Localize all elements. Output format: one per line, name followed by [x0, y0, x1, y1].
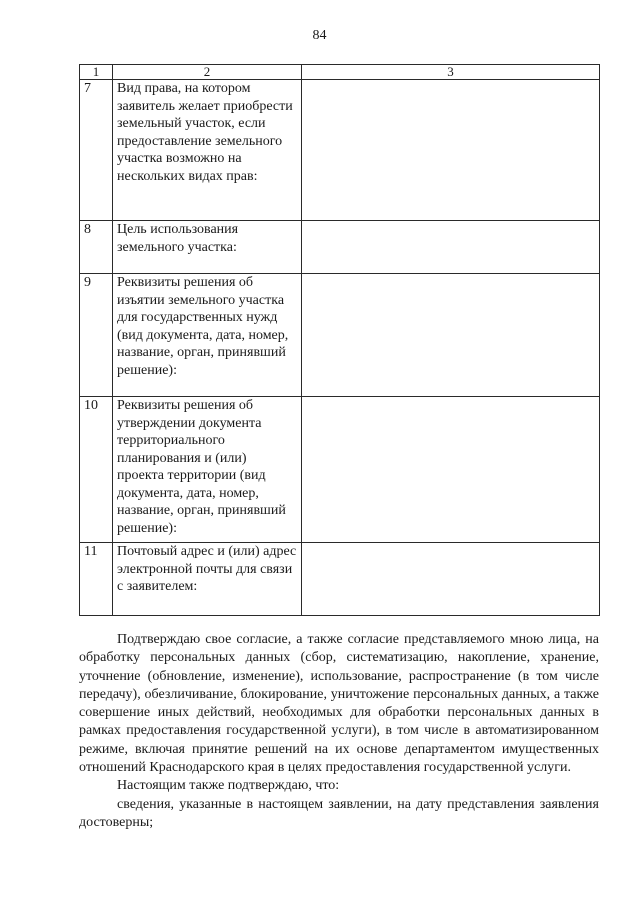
column-header-2: 2: [113, 65, 302, 80]
column-header-3: 3: [302, 65, 600, 80]
page-number: 84: [312, 28, 327, 43]
consent-paragraph: Подтверждаю свое согласие, а также согласие представляемого мною лица, на обработку персональных данных (сбор, систематизацию, накопление, хранение, уточнение (обновление, изменение), использование, распространение (в том числе передачу), обезличивание, блокирование, уничтожение персональных данных, а также совершение иных действий, необходимых для обработки персональных данных в рамках предоставления государственной услуги), в том числе в автоматизированном режиме, включая принятие решений на их основе департаментом имущественных отношений Краснодарского края в целях предоставления государственной услуги.: [79, 632, 599, 776]
row-number: 8: [80, 221, 113, 274]
row-label: Реквизиты решения об утверждении документа территориального планирования и (или) проекта территории (вид документа, дата, номер, название, орган, принявший решение):: [113, 397, 302, 543]
row-label: Вид права, на котором заявитель желает приобрести земельный участок, если предоставление земельного участка возможно на нескольких видах прав:: [113, 80, 302, 221]
row-label: Цель использования земельного участка:: [113, 221, 302, 274]
row-value-field[interactable]: [302, 274, 600, 397]
row-value-field[interactable]: [302, 80, 600, 221]
table-row: [80, 274, 600, 397]
table-row: [80, 80, 600, 221]
table-row: [80, 397, 600, 543]
row-number: 10: [80, 397, 113, 543]
row-value-field[interactable]: [302, 543, 600, 616]
application-form-table: [79, 64, 600, 616]
row-value-field[interactable]: [302, 221, 600, 274]
confirmation-intro: Настоящим также подтверждаю, что:: [117, 778, 340, 794]
table-row: [80, 543, 600, 616]
table-header-row: [80, 65, 600, 80]
confirmation-item: сведения, указанные в настоящем заявлении, на дату представления заявления достоверны;: [79, 796, 599, 830]
column-header-1: 1: [80, 65, 113, 80]
consent-text: [79, 631, 599, 832]
row-label: Реквизиты решения об изъятии земельного участка для государственных нужд (вид документа, дата, номер, название, орган, принявший решение):: [113, 274, 302, 397]
row-value-field[interactable]: [302, 397, 600, 543]
row-label: Почтовый адрес и (или) адрес электронной почты для связи с заявителем:: [113, 543, 302, 616]
row-number: 9: [80, 274, 113, 397]
row-number: 7: [80, 80, 113, 221]
row-number: 11: [80, 543, 113, 616]
table-row: [80, 221, 600, 274]
